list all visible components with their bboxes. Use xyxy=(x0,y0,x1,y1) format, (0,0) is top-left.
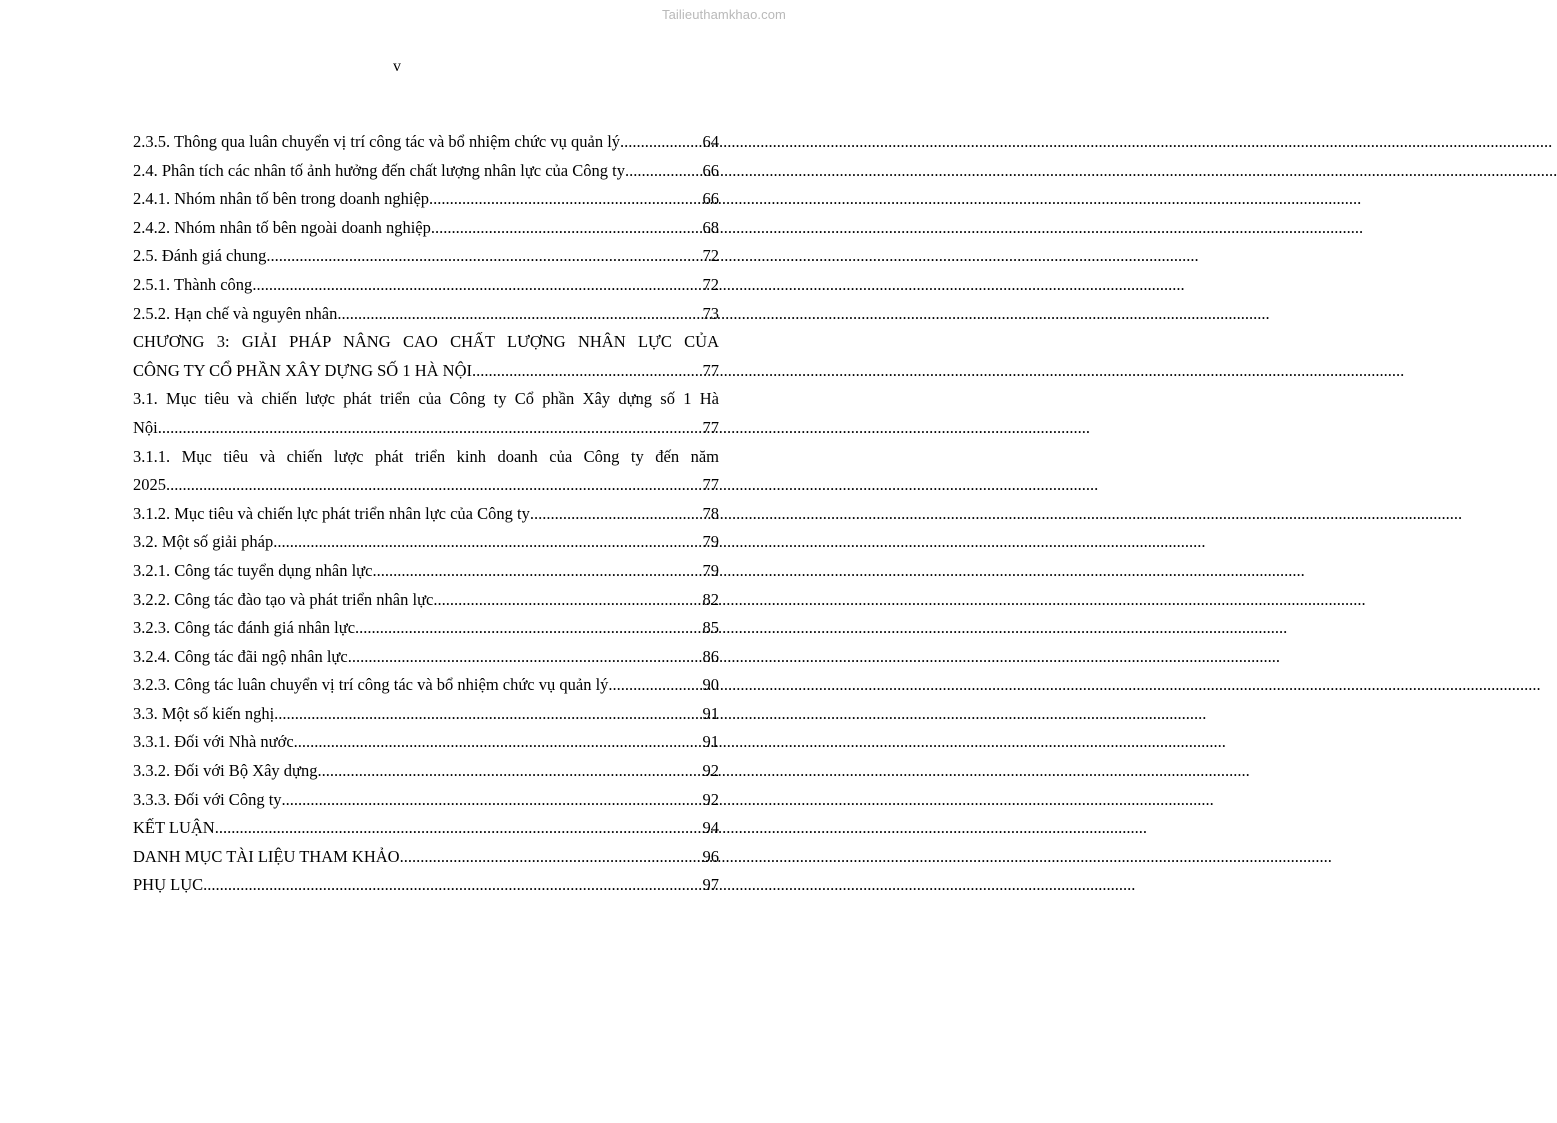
toc-entry-title: 2.5. Đánh giá chung xyxy=(133,246,267,266)
toc-dot-leader xyxy=(530,500,703,529)
toc-entry-page: 97 xyxy=(702,875,719,895)
toc-entry-page: 79 xyxy=(702,560,719,580)
toc-entry-page: 91 xyxy=(702,732,719,752)
toc-dot-leader xyxy=(158,414,703,443)
toc-entry-title: 2025 xyxy=(133,475,166,495)
toc-entry-title: 3.1.2. Mục tiêu và chiến lực phát triển nhân lực của Công ty xyxy=(133,503,530,523)
toc-dot-leader xyxy=(252,271,702,300)
toc-entry[interactable] xyxy=(133,843,719,872)
toc-entry-page: 82 xyxy=(702,589,719,609)
toc-entry-title: 3.3.3. Đối với Công ty xyxy=(133,789,282,809)
toc-entry[interactable] xyxy=(133,786,719,815)
toc-dot-leader xyxy=(203,871,702,900)
toc-entry-page: 96 xyxy=(702,846,719,866)
toc-dot-leader xyxy=(355,614,702,643)
toc-entry-title: Nội xyxy=(133,417,158,437)
toc-dot-leader xyxy=(620,128,702,157)
toc-entry-title: 3.3. Một số kiến nghị xyxy=(133,703,275,723)
toc-entry-page: 85 xyxy=(702,618,719,638)
toc-entry-title: 3.2.2. Công tác đào tạo và phát triển nhân lực xyxy=(133,589,434,609)
toc-entry-title: KẾT LUẬN xyxy=(133,818,215,838)
toc-entry[interactable] xyxy=(133,300,719,329)
toc-entry-page: 79 xyxy=(702,532,719,552)
toc-entry-page: 64 xyxy=(702,132,719,151)
toc-dot-leader xyxy=(400,843,703,872)
toc-entry-title: 2.3.5. Thông qua luân chuyển vị trí công tác và bổ nhiệm chức vụ quản lý xyxy=(133,132,621,151)
toc-dot-leader xyxy=(431,214,703,243)
toc-entry-title: 2.5.1. Thành công xyxy=(133,274,253,294)
toc-dot-leader xyxy=(282,786,703,815)
toc-entry-title: 3.2.1. Công tác tuyển dụng nhân lực xyxy=(133,560,373,580)
toc-entry-title: PHỤ LỤC xyxy=(133,875,204,895)
toc-entry[interactable] xyxy=(133,128,719,157)
toc-entry[interactable] xyxy=(133,500,719,529)
toc-entry-title: 3.2. Một số giải pháp xyxy=(133,532,274,552)
toc-dot-leader xyxy=(166,471,703,500)
toc-dot-leader xyxy=(266,242,702,271)
toc-entry[interactable] xyxy=(133,871,719,900)
toc-dot-leader xyxy=(318,757,703,786)
toc-entry-page: 73 xyxy=(702,303,719,323)
toc-entry-page: 72 xyxy=(702,246,719,266)
toc-entry-title: 2.4.2. Nhóm nhân tố bên ngoài doanh nghiệp xyxy=(133,217,431,237)
toc-entry-page: 77 xyxy=(702,360,719,380)
toc-dot-leader xyxy=(608,671,702,700)
toc-entry-title: 2.4.1. Nhóm nhân tố bên trong doanh nghiệp xyxy=(133,189,430,209)
toc-entry-page: 66 xyxy=(702,189,719,209)
toc-entry-page: 78 xyxy=(702,503,719,523)
toc-entry-first-line: 3.1.1. Mục tiêu và chiến lược phát triển kinh doanh của Công ty đến năm xyxy=(133,446,719,466)
toc-entry[interactable] xyxy=(133,643,719,672)
toc-entry-page: 94 xyxy=(702,818,719,838)
toc-entry[interactable] xyxy=(133,528,719,557)
toc-entry[interactable] xyxy=(133,471,719,500)
toc-entry-title: 2.5.2. Hạn chế và nguyên nhân xyxy=(133,303,338,323)
toc-entry[interactable] xyxy=(133,185,719,214)
watermark: Tailieuthamkhao.com xyxy=(661,7,786,22)
toc-entry-title: DANH MỤC TÀI LIỆU THAM KHẢO xyxy=(133,846,400,866)
toc-entry[interactable] xyxy=(133,357,719,386)
toc-dot-leader xyxy=(294,728,703,757)
toc-entry-title: CÔNG TY CỔ PHẦN XÂY DỰNG SỐ 1 HÀ NỘI xyxy=(133,360,472,380)
toc-entry-title: 3.2.3. Công tác đánh giá nhân lực xyxy=(133,618,356,638)
toc-dot-leader xyxy=(429,185,702,214)
toc-entry[interactable] xyxy=(133,157,719,186)
toc-entry-first-line: CHƯƠNG 3: GIẢI PHÁP NÂNG CAO CHẤT LƯỢNG NHÂN LỰC CỦA xyxy=(133,332,719,352)
toc-entry[interactable] xyxy=(133,728,719,757)
toc-dot-leader xyxy=(372,557,702,586)
toc-entry-page: 72 xyxy=(702,274,719,294)
toc-entry-title: 2.4. Phân tích các nhân tố ảnh hưởng đến chất lượng nhân lực của Công ty xyxy=(133,160,625,180)
toc-dot-leader xyxy=(625,157,703,186)
toc-entry-first-line: 3.1. Mục tiêu và chiến lược phát triển của Công ty Cổ phần Xây dựng số 1 Hà xyxy=(133,389,719,409)
toc-entry-title: 3.3.1. Đối với Nhà nước xyxy=(133,732,294,752)
toc-entry-page: 92 xyxy=(702,789,719,809)
page-number: v xyxy=(393,58,401,75)
toc-entry-page: 77 xyxy=(702,417,719,437)
toc-entry-page: 90 xyxy=(702,675,719,695)
toc-entry[interactable] xyxy=(133,414,719,443)
toc-dot-leader xyxy=(337,300,702,329)
toc-entry-title: 3.2.3. Công tác luân chuyển vị trí công tác và bổ nhiệm chức vụ quản lý xyxy=(133,675,609,695)
toc-entry[interactable] xyxy=(133,557,719,586)
toc-entry-page: 77 xyxy=(702,475,719,495)
toc-entry-page: 68 xyxy=(702,217,719,237)
toc-entry-title: 3.2.4. Công tác đãi ngộ nhân lực xyxy=(133,646,348,666)
toc-entry-page: 66 xyxy=(702,160,719,180)
toc-dot-leader xyxy=(274,700,702,729)
toc-dot-leader xyxy=(215,814,703,843)
toc-entry[interactable] xyxy=(133,614,719,643)
toc-entry-title: 3.3.2. Đối với Bộ Xây dựng xyxy=(133,761,318,781)
toc-entry-page: 92 xyxy=(702,761,719,781)
toc-entry-page: 86 xyxy=(702,646,719,666)
toc-entry[interactable] xyxy=(133,671,719,700)
table-of-contents xyxy=(133,128,719,900)
toc-dot-leader xyxy=(348,643,703,672)
toc-entry[interactable] xyxy=(133,586,719,615)
toc-dot-leader xyxy=(472,357,703,386)
toc-entry[interactable] xyxy=(133,700,719,729)
toc-entry[interactable] xyxy=(133,242,719,271)
toc-entry[interactable] xyxy=(133,271,719,300)
toc-dot-leader xyxy=(273,528,702,557)
toc-entry[interactable] xyxy=(133,757,719,786)
toc-entry[interactable] xyxy=(133,814,719,843)
toc-dot-leader xyxy=(433,586,702,615)
toc-entry[interactable] xyxy=(133,214,719,243)
toc-entry-page: 91 xyxy=(702,703,719,723)
